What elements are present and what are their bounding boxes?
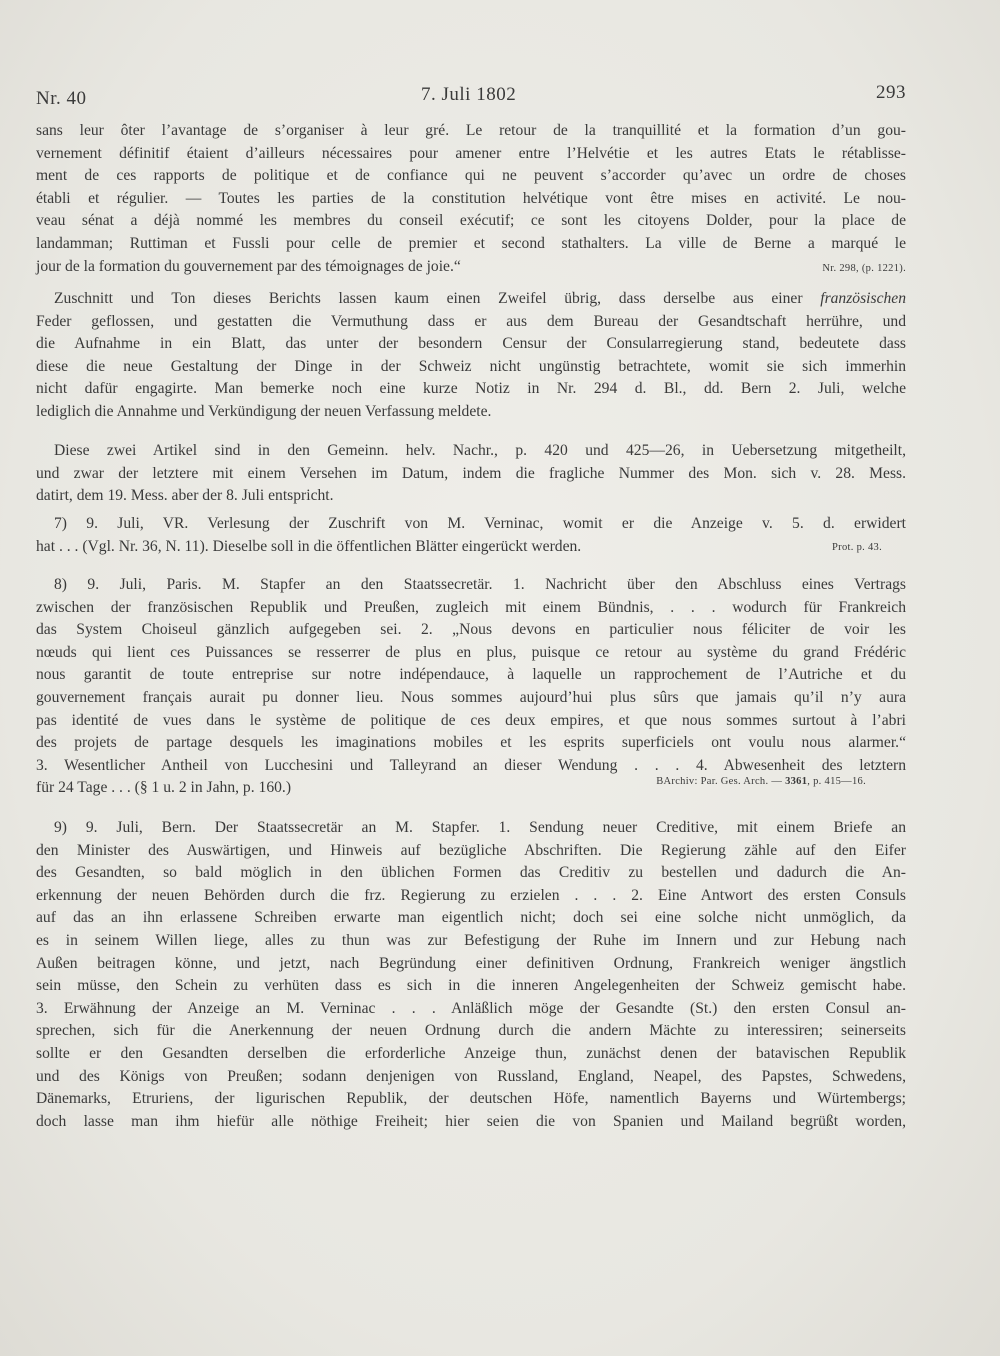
entry-7 [36,513,906,558]
text-line: das System Choiseul gänzlich aufgegeben sei. 2. „Nous devons en particulier nous féliciter de voir les [36,621,906,639]
paragraph-articles-note [36,440,906,508]
emphasis-text: französischen [820,290,906,307]
text-line: diese die neue Gestaltung der Dinge in der Schweiz nicht ungünstig betrachtete, womit sie sich immerhin [36,357,906,375]
page-header [36,82,906,112]
text-line: auf das an ihn erlassene Schreiben erwarte man eigentlich nicht; doch sei eine solche nicht unmöglich, da [36,909,906,927]
text-line: und zwar der letztere mit einem Versehen im Datum, indem die fragliche Nummer des Mon. sich v. 28. Mess. [36,464,906,482]
text-line: des projets de partage desquels les imaginations mobiles et les esprits superficiels ont voulu nous alarmer.“ [36,734,906,752]
ref-pages: , p. 415—16. [807,776,866,788]
text-line: datirt, dem 19. Mess. aber der 8. Juli entspricht. [36,487,334,505]
text-line: 7) 9. Juli, VR. Verlesung der Zuschrift von M. Verninac, womit er die Anzeige v. 5. d. erwidert [54,515,906,532]
text-line-content: hat . . . (Vgl. Nr. 36, N. 11). Dieselbe soll in die öffentlichen Blätter eingerückt werden. [36,537,582,555]
text-line [36,536,906,559]
paragraph-french-report [36,120,906,278]
text-line-content: jour de la formation du gouvernement par des témoignages de joie.“ [36,257,461,275]
text-line: den Minister des Auswärtigen, und Hinweis auf bezügliche Abschriften. Die Regierung zähle auf den Eifer [36,841,906,859]
entry-8 [36,574,906,800]
text-line: Außen beitragen könne, und jetzt, nach Begründung einer definitiven Ordnung, Frankreich weniger ängstlich [36,954,906,972]
text-line: lediglich die Annahme und Verkündigung der neuen Verfassung meldete. [36,402,492,420]
text-line: nous garantit de toute entreprise sur notre indépendauce, à laquelle un rapprochement de l’Autriche et du [36,666,906,684]
source-reference: Prot. p. 43. [832,541,882,553]
text-line: veau sénat a déjà nommé les membres du conseil exécutif; ce sont les citoyens Dolder, pour la place de [36,212,906,230]
text-line: 3. Wesentlicher Antheil von Lucchesini und Talleyrand an dieser Wendung . . . 4. Abwesenheit des letztern [36,756,906,774]
text-line-content: für 24 Tage . . . (§ 1 u. 2 in Jahn, p. 160.) [36,779,292,797]
text-line: zwischen der französischen Republik und Preußen, zugleich mit einem Bündnis, . . . wodurch für Frankreich [36,598,906,616]
text-line: des Gesandten, so bald möglich in den üblichen Formen das Creditiv zu bestellen und dadurch die An- [36,864,906,882]
text-line: die Aufnahme in ein Blatt, das unter der besondern Censur der Consularregierung stand, bedeutete dass [36,335,906,353]
text-line: ment de ces rapports de politique et de confiance qui ne peuvent s’accorder qu’avec un ordre de choses [36,167,906,185]
text-line: sein müsse, den Schein zu verhüten dass es sich in die inneren Angelegenheiten der Schweiz gemischt habe. [36,977,906,995]
ref-number: 3361 [785,776,808,788]
text-line: und des Königs von Preußen; sodann denjenigen von Russland, England, Neapel, des Papstes, Schwedens, [36,1067,906,1085]
text-line: gouvernement français aurait pu donner lieu. Nous sommes aujourd’hui plus sûrs que jamais qu’il n’y aura [36,688,906,706]
text-line: erkennung der neuen Behörden durch die frz. Regierung zu erzielen . . . 2. Eine Antwort des ersten Consuls [36,886,906,904]
document-date: 7. Juli 1802 [421,84,517,105]
text-line: sollte er den Gesandten derselben die erforderliche Anzeige thun, zunächst denen der batavischen Republik [36,1044,906,1062]
text-segment: Zuschnitt und Ton dieses Berichts lassen kaum einen Zweifel übrig, dass derselbe aus einer [54,290,803,307]
source-reference: Nr. 298, (p. 1221). [822,262,906,274]
paragraph-commentary [36,288,906,424]
text-line: établi et régulier. — Toutes les parties de la constitution helvétique vont être mises en activité. Le nou- [36,189,906,207]
text-line: sprechen, sich für die Anerkennung der neuen Ordnung durch die andern Mächte zu interessiren; seinerseits [36,1022,906,1040]
text-line: sans leur ôter l’avantage de s’organiser à leur gré. Le retour de la tranquillité et la formation d’un gou- [36,122,906,139]
text-line: nœuds qui lient ces Puissances se resserrer de plus en plus, puisque ce retour au système du grand Frédéric [36,643,906,661]
text-line: vernement définitif étaient d’ailleurs nécessaires pour amener entre l’Helvétie et les autres Etats le rétablisse- [36,144,906,162]
text-line: Feder geflossen, und gestatten die Vermuthung dass er aus dem Bureau der Gesandtschaft herrühre, und [36,312,906,330]
text-line: Diese zwei Artikel sind in den Gemeinn. helv. Nachr., p. 420 und 425—26, in Uebersetzung mitgetheilt, [54,442,906,459]
text-line: es in seinem Willen liege, alles zu thun was zur Befestigung der Ruhe im Innern und zur Hebung nach [36,931,906,949]
text-line [36,288,906,311]
text-line: 9) 9. Juli, Bern. Der Staatssecretär an M. Stapfer. 1. Sendung neuer Creditive, mit einem Briefe an [54,819,906,836]
text-line: doch lasse man ihm hiefür alle nöthige Freiheit; hier seien die von Spanien und Mailand begrüßt worden, [36,1112,906,1130]
text-line: landamman; Ruttiman et Fussli pour celle de premier et second stathalters. La ville de Berne a marqué le [36,234,906,252]
text-line: pas identité de vues dans le système de politique de ces deux empires, et que nous sommes surtout à l’abri [36,711,906,729]
text-line: 3. Erwähnung der Anzeige an M. Verninac . . . Anläßlich möge der Gesandte (St.) den ersten Consul an- [36,999,906,1017]
text-line [36,256,906,279]
text-line: nicht dafür engagirte. Man bemerke noch eine kurze Notiz in Nr. 294 d. Bl., dd. Bern 2. Juli, welche [36,380,906,398]
document-number: Nr. 40 [36,88,87,109]
text-line [36,777,906,800]
text-line: 8) 9. Juli, Paris. M. Stapfer an den Staatssecretär. 1. Nachricht über den Abschluss eines Vertrags [54,576,906,593]
entry-9 [36,817,906,1133]
source-reference [656,771,866,794]
text-line: Dänemarks, Etruriens, der ligurischen Republik, der deutschen Höfe, namentlich Bayerns und Würtembergs; [36,1090,906,1108]
ref-archive: BArchiv: Par. Ges. Arch. — [656,776,786,788]
page-number: 293 [876,82,906,103]
